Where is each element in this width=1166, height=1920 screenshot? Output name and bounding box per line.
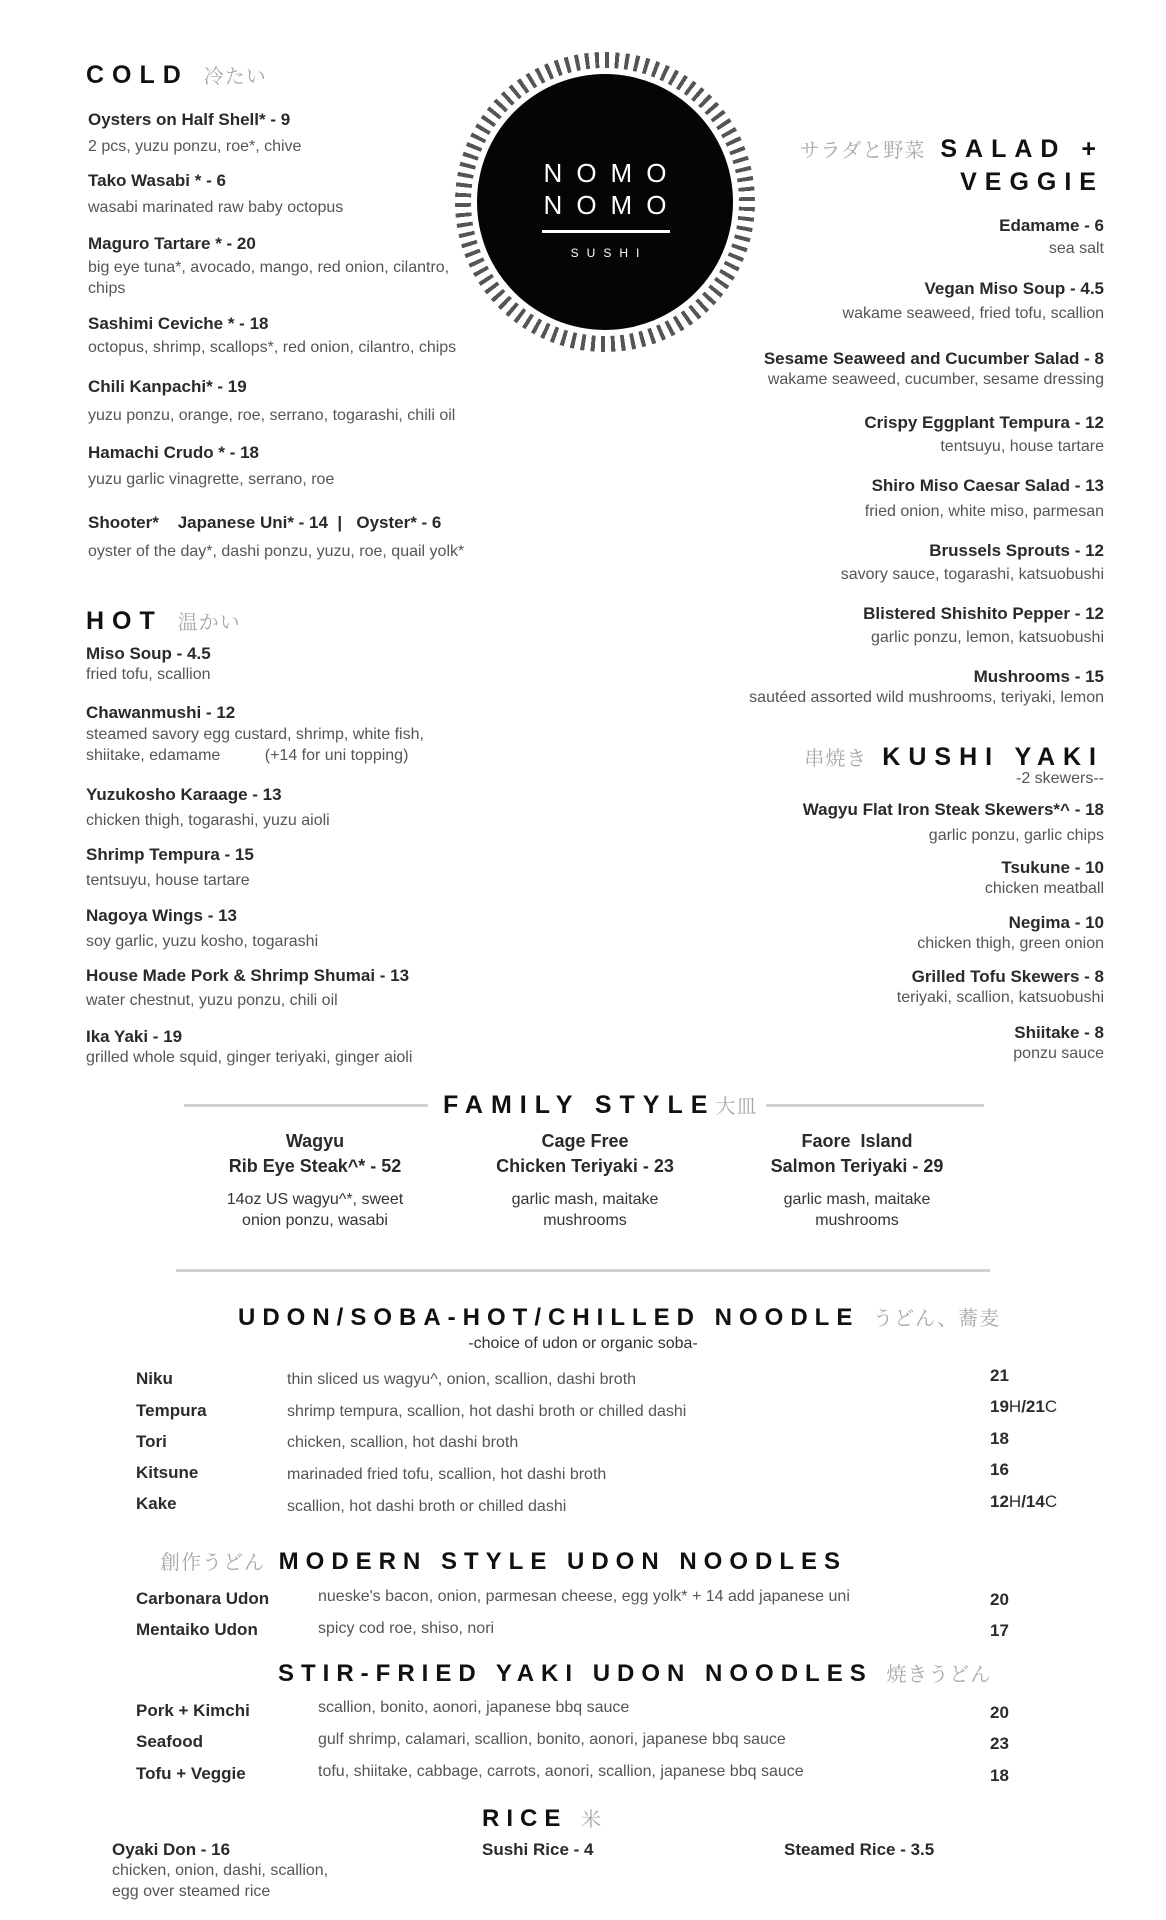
item-name-line2: Salmon Teriyaki - 29: [770, 1156, 944, 1176]
item-name: Steamed Rice - 3.5: [784, 1840, 935, 1859]
row-name: Tori: [136, 1432, 167, 1451]
row-price: 23: [990, 1734, 1009, 1753]
item-name: Miso Soup - 4.5: [86, 644, 211, 663]
menu-item: [86, 785, 506, 831]
item-desc: sea salt: [1048, 240, 1104, 257]
row-name: Seafood: [136, 1732, 204, 1751]
menu-item: [664, 216, 1104, 259]
rice-title-jp: 米: [581, 1809, 603, 1831]
item-name: Shiitake - 8: [1014, 1023, 1104, 1042]
salad-title-line2: VEGGIE: [960, 168, 1104, 196]
price-cold-unit: C: [1044, 1492, 1058, 1511]
modern-title: MODERN STYLE UDON NOODLES: [278, 1548, 848, 1575]
stir-title-jp: 焼きうどん: [886, 1664, 992, 1686]
family-item: [200, 1131, 430, 1231]
family-bottom-divider: [176, 1269, 990, 1272]
row-desc: marinaded fried tofu, scallion, hot dashi broth: [287, 1466, 607, 1483]
row-price: 16: [990, 1460, 1009, 1479]
item-desc: wasabi marinated raw baby octopus: [88, 199, 344, 216]
menu-item: [88, 377, 508, 426]
price-cold: /14: [1021, 1492, 1045, 1511]
row-desc: tofu, shiitake, cabbage, carrots, aonori, scallion, japanese bbq sauce: [318, 1763, 804, 1780]
item-desc-line1: garlic mash, maitake: [783, 1191, 931, 1208]
rice-section-title: [482, 1803, 602, 1833]
price-hot: 12: [990, 1492, 1009, 1511]
item-name: Oyaki Don - 16: [112, 1840, 231, 1859]
family-section-title: [443, 1090, 757, 1120]
item-desc: soy garlic, yuzu kosho, togarashi: [86, 933, 319, 950]
salad-section-title: [800, 134, 1104, 164]
row-name: Kitsune: [136, 1463, 199, 1482]
stir-section-title: [278, 1658, 991, 1688]
item-name: Sesame Seaweed and Cucumber Salad - 8: [763, 349, 1104, 368]
row-desc: scallion, bonito, aonori, japanese bbq sauce: [318, 1699, 630, 1716]
udon-section-title: [238, 1302, 1000, 1332]
item-name-line1: Faore Island: [801, 1131, 913, 1151]
item-desc: garlic ponzu, lemon, katsuobushi: [870, 629, 1104, 646]
family-title-jp: 大皿: [715, 1096, 758, 1118]
item-desc: chicken thigh, togarashi, yuzu aioli: [86, 812, 330, 829]
item-name: Shiro Miso Caesar Salad - 13: [871, 476, 1104, 495]
item-name: Hamachi Crudo * - 18: [88, 443, 259, 462]
item-name: Sashimi Ceviche * - 18: [88, 314, 269, 333]
row-name: Carbonara Udon: [136, 1589, 270, 1608]
family-item: [742, 1131, 972, 1231]
row-desc: spicy cod roe, shiso, nori: [318, 1620, 495, 1637]
menu-item: [88, 314, 508, 358]
udon-title-jp: うどん、蕎麦: [873, 1308, 1001, 1330]
menu-item: [86, 703, 506, 766]
item-desc: 2 pcs, yuzu ponzu, roe*, chive: [88, 138, 302, 155]
menu-item: [86, 644, 506, 685]
row-price: 20: [990, 1590, 1009, 1609]
row-desc: nueske's bacon, onion, parmesan cheese, egg yolk* + 14 add japanese uni: [318, 1588, 850, 1605]
rice-item: [482, 1840, 593, 1860]
item-name: Tako Wasabi * - 6: [88, 171, 226, 190]
item-desc: fried onion, white miso, parmesan: [864, 503, 1104, 520]
item-desc: garlic ponzu, garlic chips: [928, 827, 1104, 844]
logo-divider: [542, 230, 670, 233]
family-title: FAMILY STYLE: [443, 1091, 716, 1119]
menu-item: [86, 845, 506, 891]
menu-item: [88, 513, 568, 562]
item-desc: grilled whole squid, ginger teriyaki, ginger aioli: [86, 1049, 413, 1066]
item-name: Nagoya Wings - 13: [86, 906, 237, 925]
item-desc-line1: chicken, onion, dashi, scallion,: [112, 1862, 329, 1879]
kushi-note: -2 skewers--: [1015, 770, 1104, 787]
row-desc: thin sliced us wagyu^, onion, scallion, dashi broth: [287, 1371, 637, 1388]
item-name: Tsukune - 10: [1001, 858, 1104, 877]
hot-title-jp: 温かい: [177, 612, 241, 634]
menu-item: [88, 110, 508, 157]
stir-title: STIR-FRIED YAKI UDON NOODLES: [278, 1660, 873, 1687]
item-name: Ika Yaki - 19: [86, 1027, 183, 1046]
rice-item: [784, 1840, 934, 1860]
menu-item: [664, 1023, 1104, 1064]
row-price: 20: [990, 1703, 1009, 1722]
item-name: Grilled Tofu Skewers - 8: [911, 967, 1104, 986]
item-desc: tentsuyu, house tartare: [940, 438, 1104, 455]
item-name-line1: Cage Free: [541, 1131, 629, 1151]
menu-item: [664, 541, 1104, 585]
menu-item: [88, 234, 458, 299]
row-name: Niku: [136, 1369, 173, 1388]
row-price: 18: [990, 1429, 1009, 1448]
item-desc: sautéed assorted wild mushrooms, teriyaki, lemon: [749, 689, 1104, 706]
row-name: Mentaiko Udon: [136, 1620, 258, 1639]
row-price: [990, 1492, 1057, 1512]
item-name: Chili Kanpachi* - 19: [88, 377, 247, 396]
salad-title-line1: SALAD +: [940, 135, 1104, 163]
logo-subtitle: SUSHI: [570, 246, 648, 260]
item-desc: yuzu garlic vinagrette, serrano, roe: [88, 471, 335, 488]
menu-item: [88, 171, 508, 218]
menu-item: [86, 906, 506, 952]
item-desc: water chestnut, yuzu ponzu, chili oil: [86, 992, 338, 1009]
item-name: Maguro Tartare * - 20: [88, 234, 256, 253]
item-desc-line2: mushrooms: [815, 1212, 899, 1229]
item-desc-line1: 14oz US wagyu^*, sweet: [226, 1191, 404, 1208]
item-name-line1: Wagyu: [285, 1131, 345, 1151]
menu-item: [86, 966, 506, 1011]
row-price: 21: [990, 1366, 1009, 1385]
row-name: Tempura: [136, 1401, 207, 1420]
row-name: Tofu + Veggie: [136, 1764, 246, 1783]
menu-item: [664, 604, 1104, 648]
item-name: Edamame - 6: [999, 216, 1104, 235]
item-desc-line1: garlic mash, maitake: [511, 1191, 659, 1208]
item-desc: chicken thigh, green onion: [917, 935, 1104, 952]
logo-text-line1: NOMO: [543, 158, 681, 188]
menu-item: [664, 913, 1104, 954]
item-desc: octopus, shrimp, scallops*, red onion, cilantro, chips: [88, 339, 457, 356]
item-name: Chawanmushi - 12: [86, 703, 236, 722]
menu-item: [664, 279, 1104, 324]
item-desc: tentsuyu, house tartare: [86, 872, 250, 889]
item-name: Shrimp Tempura - 15: [86, 845, 254, 864]
hot-title: HOT: [86, 607, 163, 635]
row-name: Pork + Kimchi: [136, 1701, 250, 1720]
item-desc: wakame seaweed, fried tofu, scallion: [842, 305, 1104, 322]
menu-item: [664, 858, 1104, 899]
price-hot-unit: H: [1008, 1492, 1022, 1511]
logo-text-line2: NOMO: [543, 190, 681, 220]
row-price: 18: [990, 1766, 1009, 1785]
salad-title-jp: サラダと野菜: [799, 140, 926, 162]
price-cold-unit: C: [1044, 1397, 1058, 1416]
item-name: Wagyu Flat Iron Steak Skewers*^ - 18: [802, 800, 1104, 819]
item-desc: fried tofu, scallion: [86, 666, 211, 683]
item-name: Crispy Eggplant Tempura - 12: [864, 413, 1104, 432]
item-desc-line2: mushrooms: [543, 1212, 627, 1229]
menu-item: [664, 967, 1104, 1008]
item-desc-line2: shiitake, edamame (+14 for uni topping): [86, 747, 409, 764]
udon-title: UDON/SOBA-HOT/CHILLED NOODLE: [238, 1304, 860, 1331]
rice-title: RICE: [482, 1805, 568, 1832]
family-divider-right: [766, 1104, 984, 1107]
item-name: Negima - 10: [1008, 913, 1104, 932]
item-name: Shooter* Japanese Uni* - 14 | Oyster* - 6: [88, 513, 442, 532]
item-name: House Made Pork & Shrimp Shumai - 13: [86, 966, 410, 985]
item-name: Oysters on Half Shell* - 9: [88, 110, 291, 129]
family-divider-left: [184, 1104, 428, 1107]
udon-note: -choice of udon or organic soba-: [468, 1335, 698, 1352]
row-price: [990, 1397, 1057, 1417]
menu-item: [88, 443, 508, 490]
menu-item: [584, 349, 1104, 390]
kushi-title-jp: 串焼き: [804, 748, 868, 770]
family-item: [470, 1131, 700, 1231]
item-desc: big eye tuna*, avocado, mango, red onion, cilantro, chips: [88, 259, 450, 297]
item-desc: steamed savory egg custard, shrimp, white fish,: [86, 726, 424, 743]
price-hot-unit: H: [1008, 1397, 1022, 1416]
row-price: 17: [990, 1621, 1009, 1640]
item-desc: teriyaki, scallion, katsuobushi: [896, 989, 1104, 1006]
item-desc: chicken meatball: [984, 880, 1104, 897]
row-desc: gulf shrimp, calamari, scallion, bonito, aonori, japanese bbq sauce: [318, 1731, 786, 1748]
item-name: Blistered Shishito Pepper - 12: [863, 604, 1104, 623]
kushi-title: KUSHI YAKI: [882, 743, 1104, 771]
item-name: Yuzukosho Karaage - 13: [86, 785, 282, 804]
row-desc: shrimp tempura, scallion, hot dashi broth or chilled dashi: [287, 1403, 687, 1420]
item-name: Vegan Miso Soup - 4.5: [924, 279, 1104, 298]
menu-item: [664, 476, 1104, 522]
item-desc: ponzu sauce: [1013, 1045, 1104, 1062]
item-desc-line2: onion ponzu, wasabi: [242, 1212, 388, 1229]
row-desc: scallion, hot dashi broth or chilled dashi: [287, 1498, 567, 1515]
item-name: Brussels Sprouts - 12: [929, 541, 1104, 560]
cold-title: COLD: [86, 61, 189, 89]
item-desc-line2: egg over steamed rice: [112, 1883, 271, 1900]
modern-title-jp: 創作うどん: [160, 1552, 265, 1574]
cold-section-title: [86, 60, 267, 90]
item-name-line2: Chicken Teriyaki - 23: [496, 1156, 674, 1176]
item-name-line2: Rib Eye Steak^* - 52: [228, 1156, 402, 1176]
price-hot: 19: [990, 1397, 1009, 1416]
cold-title-jp: 冷たい: [203, 66, 267, 88]
item-desc: savory sauce, togarashi, katsuobushi: [840, 566, 1104, 583]
row-name: Kake: [136, 1494, 177, 1513]
modern-section-title: [160, 1546, 847, 1576]
hot-section-title: [86, 606, 241, 636]
menu-item: [664, 413, 1104, 457]
menu-item: [584, 667, 1104, 708]
item-desc: oyster of the day*, dashi ponzu, yuzu, roe, quail yolk*: [88, 543, 465, 560]
item-desc: wakame seaweed, cucumber, sesame dressing: [767, 371, 1104, 388]
price-cold: /21: [1021, 1397, 1045, 1416]
row-desc: chicken, scallion, hot dashi broth: [287, 1434, 519, 1451]
menu-item: [664, 800, 1104, 846]
item-name: Mushrooms - 15: [973, 667, 1104, 686]
menu-item: [86, 1027, 506, 1068]
rice-item: [112, 1840, 392, 1902]
item-desc: yuzu ponzu, orange, roe, serrano, togarashi, chili oil: [88, 407, 456, 424]
item-name: Sushi Rice - 4: [482, 1840, 594, 1859]
